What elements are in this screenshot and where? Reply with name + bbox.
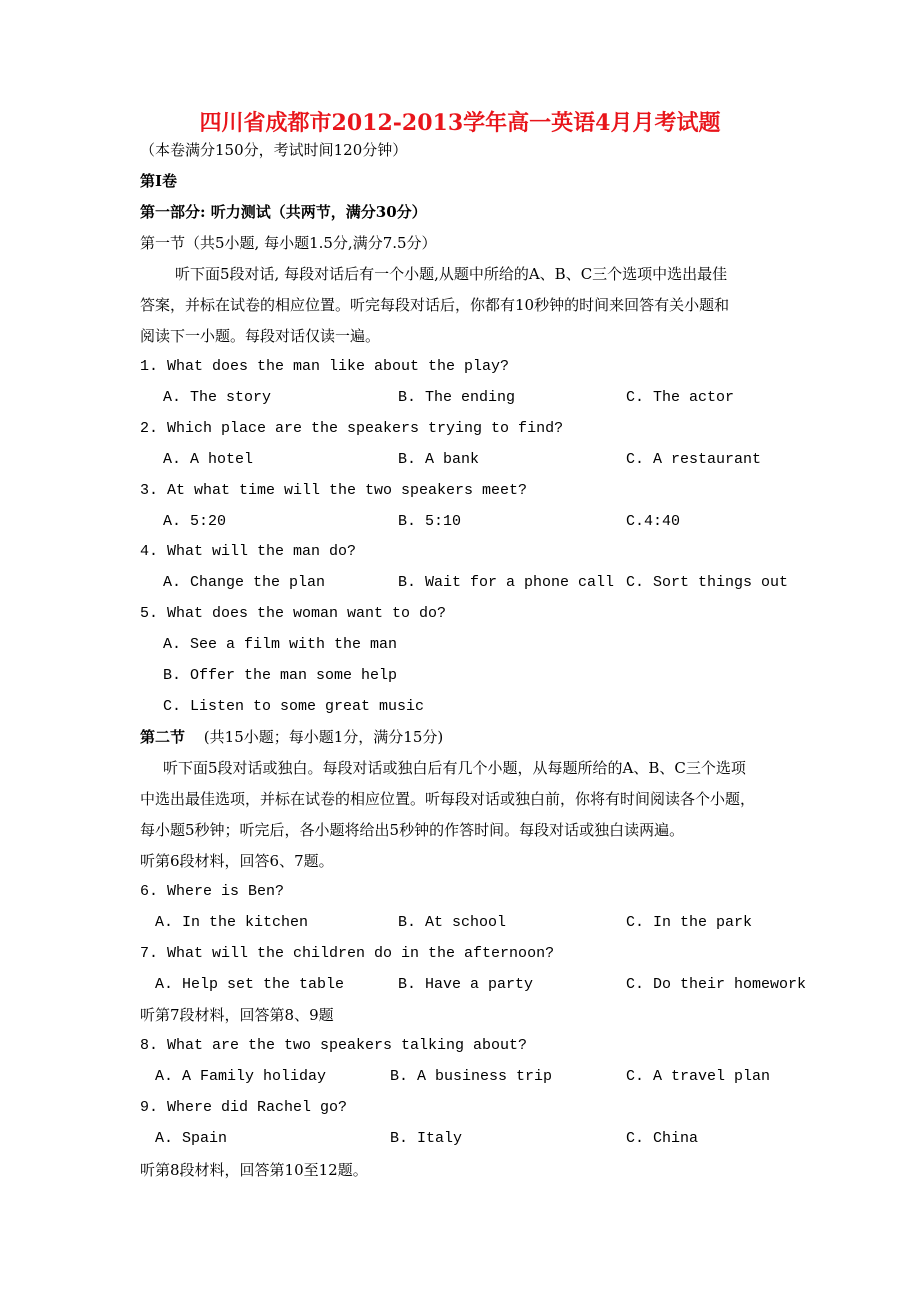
material-8-heading: 听第8段材料，回答第10至12题。 (140, 1161, 368, 1179)
option-b: B. 5:10 (398, 513, 462, 530)
option-c: C. Sort things out (626, 574, 789, 591)
option-c: C.4:40 (626, 513, 681, 530)
part1-heading: 第一部分: 听力测试（共两节，满分30分） (140, 203, 427, 221)
question-1: 1. What does the man like about the play? (140, 358, 510, 375)
material-7-heading: 听第7段材料，回答第8、9题 (140, 1006, 334, 1024)
section2-instruction: 中选出最佳选项，并标在试卷的相应位置。听每段对话或独白前，你将有时间阅读各个小题， (140, 790, 756, 808)
option-c: C. The actor (626, 389, 735, 406)
option-a: A. A Family holiday (155, 1068, 327, 1085)
section2-heading (140, 727, 443, 747)
option-a: A. 5:20 (163, 513, 227, 530)
option-b: B. Italy (390, 1130, 463, 1147)
section1-instruction: 阅读下一小题。每段对话仅读一遍。 (140, 327, 381, 345)
section1-instruction: 听下面5段对话, 每段对话后有一个小题,从题中所给的A、B、C三个选项中选出最佳 (175, 265, 728, 283)
question-2: 2. Which place are the speakers trying to find? (140, 420, 564, 437)
option-b: B. Wait for a phone call (398, 574, 615, 591)
option-a: A. The story (163, 389, 272, 406)
option-a: A. In the kitchen (155, 914, 309, 931)
section2-heading-label: 第二节 (140, 728, 186, 746)
option-a: A. See a film with the man (163, 636, 398, 653)
question-9: 9. Where did Rachel go? (140, 1099, 348, 1116)
option-a: A. Spain (155, 1130, 228, 1147)
option-b: B. Offer the man some help (163, 667, 398, 684)
option-c: C. In the park (626, 914, 753, 931)
question-7: 7. What will the children do in the afternoon? (140, 945, 555, 962)
option-c: C. Do their homework (626, 976, 807, 993)
option-b: B. Have a party (398, 976, 534, 993)
section2-heading-detail: (共15小题；每小题1分，满分15分) (203, 728, 444, 746)
option-b: B. The ending (398, 389, 516, 406)
exam-title: 四川省成都市2012-2013学年高一英语4月月考试题 (199, 110, 721, 136)
material-6-heading: 听第6段材料，回答6、7题。 (140, 852, 334, 870)
question-6: 6. Where is Ben? (140, 883, 285, 900)
option-a: A. Change the plan (163, 574, 326, 591)
question-8: 8. What are the two speakers talking about? (140, 1037, 528, 1054)
option-c: C. China (626, 1130, 699, 1147)
section2-instruction: 每小题5秒钟；听完后，各小题将给出5秒钟的作答时间。每段对话或独白读两遍。 (140, 821, 685, 839)
section2-instruction: 听下面5段对话或独白。每段对话或独白后有几个小题，从每题所给的A、B、C三个选项 (163, 759, 746, 777)
option-b: B. A bank (398, 451, 480, 468)
question-5: 5. What does the woman want to do? (140, 605, 447, 622)
option-c: C. Listen to some great music (163, 698, 425, 715)
option-b: B. A business trip (390, 1068, 553, 1085)
volume-heading: 第I卷 (140, 172, 178, 190)
section1-instruction: 答案，并标在试卷的相应位置。听完每段对话后，你都有10秒钟的时间来回答有关小题和 (140, 296, 730, 314)
question-3: 3. At what time will the two speakers meet? (140, 482, 528, 499)
question-4: 4. What will the man do? (140, 543, 357, 560)
option-a: A. Help set the table (155, 976, 345, 993)
exam-subtitle: （本卷满分150分，考试时间120分钟） (140, 141, 408, 159)
option-b: B. At school (398, 914, 507, 931)
option-a: A. A hotel (163, 451, 254, 468)
option-c: C. A restaurant (626, 451, 762, 468)
option-c: C. A travel plan (626, 1068, 771, 1085)
section1-heading: 第一节（共5小题, 每小题1.5分,满分7.5分） (140, 234, 437, 252)
